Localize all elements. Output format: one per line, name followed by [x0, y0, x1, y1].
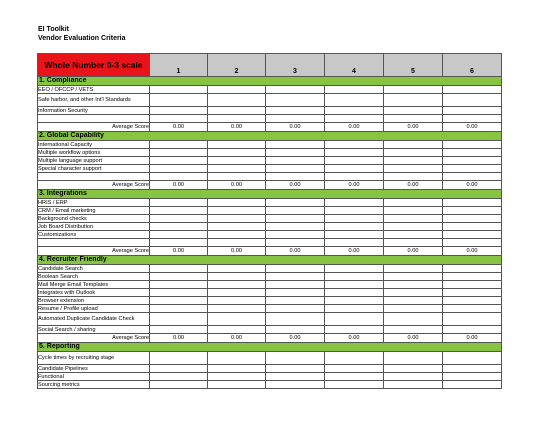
score-cell[interactable] — [325, 231, 384, 239]
score-cell[interactable] — [208, 215, 266, 223]
score-cell[interactable] — [208, 297, 266, 305]
average-row — [38, 181, 502, 190]
score-cell[interactable] — [150, 289, 208, 297]
criteria-label: CRM / Email marketing — [38, 207, 150, 215]
score-cell[interactable] — [266, 199, 325, 207]
blank-cell — [443, 239, 502, 247]
blank-cell — [266, 115, 325, 123]
score-cell[interactable] — [150, 86, 208, 94]
average-value: 0.00 — [266, 247, 325, 256]
score-cell[interactable] — [443, 326, 502, 334]
score-cell[interactable] — [325, 265, 384, 273]
average-value: 0.00 — [325, 181, 384, 190]
score-cell[interactable] — [266, 157, 325, 165]
score-cell[interactable] — [443, 381, 502, 389]
score-cell[interactable] — [208, 313, 266, 326]
score-cell[interactable] — [443, 165, 502, 173]
criteria-row — [38, 149, 502, 157]
score-cell[interactable] — [384, 381, 443, 389]
criteria-row — [38, 141, 502, 149]
score-cell[interactable] — [325, 381, 384, 389]
criteria-row — [38, 305, 502, 313]
header-row — [38, 54, 502, 77]
score-cell[interactable] — [266, 326, 325, 334]
blank-cell — [208, 115, 266, 123]
criteria-label: Candidate Search — [38, 265, 150, 273]
average-row — [38, 334, 502, 343]
average-label: Average Score — [38, 181, 150, 190]
score-cell[interactable] — [208, 223, 266, 231]
blank-cell — [38, 173, 150, 181]
score-cell[interactable] — [150, 297, 208, 305]
score-cell[interactable] — [266, 149, 325, 157]
criteria-row — [38, 373, 502, 381]
score-cell[interactable] — [266, 281, 325, 289]
score-cell[interactable] — [266, 381, 325, 389]
average-value: 0.00 — [266, 123, 325, 132]
score-cell[interactable] — [150, 207, 208, 215]
score-cell[interactable] — [443, 352, 502, 365]
score-cell[interactable] — [443, 373, 502, 381]
score-cell[interactable] — [208, 326, 266, 334]
score-cell[interactable] — [208, 281, 266, 289]
score-cell[interactable] — [443, 305, 502, 313]
vendor-column-header: 4 — [325, 54, 384, 77]
score-cell[interactable] — [325, 107, 384, 115]
average-value: 0.00 — [150, 247, 208, 256]
score-cell[interactable] — [208, 94, 266, 107]
score-cell[interactable] — [150, 199, 208, 207]
score-cell[interactable] — [325, 326, 384, 334]
score-cell[interactable] — [266, 107, 325, 115]
section-header-row — [38, 77, 502, 86]
criteria-label: Sourcing metrics — [38, 381, 150, 389]
criteria-label: Integrates with Outlook — [38, 289, 150, 297]
score-cell[interactable] — [266, 305, 325, 313]
score-cell[interactable] — [266, 207, 325, 215]
score-cell[interactable] — [266, 313, 325, 326]
score-cell[interactable] — [384, 94, 443, 107]
blank-cell — [384, 115, 443, 123]
score-cell[interactable] — [384, 297, 443, 305]
document-subtitle: Vendor Evaluation Criteria — [38, 35, 126, 42]
average-value: 0.00 — [443, 123, 502, 132]
average-label: Average Score — [38, 247, 150, 256]
blank-cell — [443, 173, 502, 181]
score-cell[interactable] — [443, 107, 502, 115]
average-value: 0.00 — [266, 334, 325, 343]
score-cell[interactable] — [384, 141, 443, 149]
criteria-row — [38, 326, 502, 334]
score-cell[interactable] — [150, 365, 208, 373]
score-cell[interactable] — [384, 165, 443, 173]
average-row — [38, 123, 502, 132]
section-header-row — [38, 132, 502, 141]
section-title: 2. Global Capability — [38, 132, 502, 141]
average-value: 0.00 — [150, 334, 208, 343]
score-cell[interactable] — [325, 313, 384, 326]
score-cell[interactable] — [443, 273, 502, 281]
score-cell[interactable] — [208, 165, 266, 173]
score-cell[interactable] — [443, 215, 502, 223]
score-cell[interactable] — [266, 273, 325, 281]
score-cell[interactable] — [325, 223, 384, 231]
score-cell[interactable] — [384, 289, 443, 297]
blank-cell — [266, 173, 325, 181]
score-cell[interactable] — [150, 305, 208, 313]
score-cell[interactable] — [325, 281, 384, 289]
average-value: 0.00 — [384, 334, 443, 343]
score-cell[interactable] — [325, 373, 384, 381]
score-cell[interactable] — [384, 313, 443, 326]
score-cell[interactable] — [150, 281, 208, 289]
score-cell[interactable] — [325, 165, 384, 173]
score-cell[interactable] — [325, 86, 384, 94]
average-row — [38, 247, 502, 256]
score-cell[interactable] — [266, 373, 325, 381]
average-value: 0.00 — [443, 334, 502, 343]
vendor-column-header: 5 — [384, 54, 443, 77]
criteria-label: EEO / OFCCP / VETS — [38, 86, 150, 94]
score-cell[interactable] — [384, 265, 443, 273]
score-cell[interactable] — [384, 107, 443, 115]
score-cell[interactable] — [208, 373, 266, 381]
criteria-label: Job Board Distribution — [38, 223, 150, 231]
score-cell[interactable] — [150, 157, 208, 165]
spacer-row — [38, 173, 502, 181]
score-cell[interactable] — [384, 199, 443, 207]
criteria-label: Boolean Search — [38, 273, 150, 281]
blank-cell — [38, 239, 150, 247]
score-cell[interactable] — [443, 281, 502, 289]
criteria-label: International Capacity — [38, 141, 150, 149]
score-cell[interactable] — [208, 107, 266, 115]
score-cell[interactable] — [208, 352, 266, 365]
section-header-row — [38, 190, 502, 199]
score-cell[interactable] — [325, 297, 384, 305]
score-cell[interactable] — [150, 223, 208, 231]
score-cell[interactable] — [208, 305, 266, 313]
document-title: EI Toolkit — [38, 26, 69, 33]
blank-cell — [208, 239, 266, 247]
score-cell[interactable] — [266, 165, 325, 173]
criteria-row — [38, 215, 502, 223]
vendor-column-header: 3 — [266, 54, 325, 77]
average-value: 0.00 — [384, 181, 443, 190]
score-cell[interactable] — [325, 352, 384, 365]
score-cell[interactable] — [384, 157, 443, 165]
score-cell[interactable] — [208, 289, 266, 297]
score-cell[interactable] — [266, 265, 325, 273]
score-cell[interactable] — [384, 223, 443, 231]
score-cell[interactable] — [443, 199, 502, 207]
average-value: 0.00 — [208, 247, 266, 256]
blank-cell — [384, 173, 443, 181]
criteria-row — [38, 289, 502, 297]
score-cell[interactable] — [443, 223, 502, 231]
criteria-row — [38, 273, 502, 281]
score-cell[interactable] — [384, 352, 443, 365]
average-value: 0.00 — [443, 247, 502, 256]
score-cell[interactable] — [150, 381, 208, 389]
criteria-row — [38, 107, 502, 115]
criteria-label: Browser extension — [38, 297, 150, 305]
score-cell[interactable] — [443, 365, 502, 373]
criteria-label: Background checks — [38, 215, 150, 223]
score-cell[interactable] — [266, 141, 325, 149]
score-cell[interactable] — [150, 165, 208, 173]
blank-cell — [443, 115, 502, 123]
section-title: 1. Compliance — [38, 77, 502, 86]
score-cell[interactable] — [325, 199, 384, 207]
criteria-row — [38, 207, 502, 215]
blank-cell — [150, 239, 208, 247]
score-cell[interactable] — [208, 86, 266, 94]
score-cell[interactable] — [384, 373, 443, 381]
blank-cell — [208, 173, 266, 181]
average-value: 0.00 — [266, 181, 325, 190]
average-value: 0.00 — [384, 123, 443, 132]
score-cell[interactable] — [150, 94, 208, 107]
criteria-row — [38, 352, 502, 365]
criteria-row — [38, 199, 502, 207]
score-cell[interactable] — [325, 289, 384, 297]
score-cell[interactable] — [443, 231, 502, 239]
criteria-label: Resume / Profile upload — [38, 305, 150, 313]
score-cell[interactable] — [150, 141, 208, 149]
criteria-row — [38, 281, 502, 289]
score-cell[interactable] — [325, 157, 384, 165]
score-cell[interactable] — [443, 313, 502, 326]
criteria-row — [38, 365, 502, 373]
score-cell[interactable] — [150, 313, 208, 326]
score-cell[interactable] — [325, 94, 384, 107]
criteria-label: Safe harbor, and other Int'l Standards — [38, 94, 150, 107]
score-cell[interactable] — [266, 223, 325, 231]
spacer-row — [38, 239, 502, 247]
score-cell[interactable] — [150, 149, 208, 157]
score-cell[interactable] — [150, 373, 208, 381]
score-cell[interactable] — [208, 207, 266, 215]
score-cell[interactable] — [384, 86, 443, 94]
average-label: Average Score — [38, 123, 150, 132]
blank-cell — [384, 239, 443, 247]
score-cell[interactable] — [150, 273, 208, 281]
criteria-row — [38, 86, 502, 94]
criteria-row — [38, 297, 502, 305]
criteria-label: Automated Duplicate Candidate Check — [38, 313, 150, 326]
blank-cell — [38, 115, 150, 123]
average-value: 0.00 — [208, 181, 266, 190]
score-cell[interactable] — [208, 149, 266, 157]
score-cell[interactable] — [266, 86, 325, 94]
score-cell[interactable] — [208, 231, 266, 239]
score-cell[interactable] — [325, 305, 384, 313]
criteria-row — [38, 381, 502, 389]
score-cell[interactable] — [384, 207, 443, 215]
score-cell[interactable] — [384, 365, 443, 373]
criteria-row — [38, 231, 502, 239]
score-cell[interactable] — [384, 149, 443, 157]
criteria-label: Functional — [38, 373, 150, 381]
score-cell[interactable] — [443, 149, 502, 157]
criteria-row — [38, 265, 502, 273]
blank-cell — [325, 115, 384, 123]
score-cell[interactable] — [208, 199, 266, 207]
score-cell[interactable] — [443, 86, 502, 94]
score-cell[interactable] — [208, 141, 266, 149]
average-value: 0.00 — [150, 123, 208, 132]
criteria-label: Multiple workflow options — [38, 149, 150, 157]
criteria-row — [38, 157, 502, 165]
blank-cell — [325, 239, 384, 247]
score-cell[interactable] — [443, 289, 502, 297]
criteria-label: Social Search / sharing — [38, 326, 150, 334]
score-cell[interactable] — [443, 157, 502, 165]
score-cell[interactable] — [443, 141, 502, 149]
average-value: 0.00 — [208, 334, 266, 343]
score-cell[interactable] — [266, 94, 325, 107]
score-cell[interactable] — [443, 297, 502, 305]
score-cell[interactable] — [150, 265, 208, 273]
blank-cell — [266, 239, 325, 247]
score-cell[interactable] — [266, 297, 325, 305]
score-cell[interactable] — [325, 207, 384, 215]
average-value: 0.00 — [208, 123, 266, 132]
criteria-label: Cycle times by recruiting stage — [38, 352, 150, 365]
score-cell[interactable] — [325, 149, 384, 157]
score-cell[interactable] — [150, 215, 208, 223]
criteria-label: Mail Merge Email Templates — [38, 281, 150, 289]
score-cell[interactable] — [150, 326, 208, 334]
score-cell[interactable] — [266, 215, 325, 223]
score-cell[interactable] — [150, 107, 208, 115]
score-cell[interactable] — [384, 305, 443, 313]
score-cell[interactable] — [384, 215, 443, 223]
score-cell[interactable] — [384, 231, 443, 239]
average-value: 0.00 — [325, 334, 384, 343]
criteria-row — [38, 313, 502, 326]
section-title: 5. Reporting — [38, 343, 502, 352]
average-value: 0.00 — [384, 247, 443, 256]
blank-cell — [150, 173, 208, 181]
score-cell[interactable] — [325, 141, 384, 149]
evaluation-table — [37, 53, 502, 389]
score-cell[interactable] — [208, 265, 266, 273]
criteria-label: Multiple language support — [38, 157, 150, 165]
criteria-label: HRIS / ERP — [38, 199, 150, 207]
score-cell[interactable] — [150, 352, 208, 365]
average-value: 0.00 — [150, 181, 208, 190]
vendor-column-header: 1 — [150, 54, 208, 77]
score-cell[interactable] — [266, 231, 325, 239]
score-cell[interactable] — [443, 94, 502, 107]
score-cell[interactable] — [266, 352, 325, 365]
section-title: 4. Recruiter Friendly — [38, 256, 502, 265]
score-cell[interactable] — [443, 207, 502, 215]
blank-cell — [325, 173, 384, 181]
criteria-label: Information Security — [38, 107, 150, 115]
criteria-row — [38, 223, 502, 231]
criteria-label: Candidate Pipelines — [38, 365, 150, 373]
score-cell[interactable] — [325, 215, 384, 223]
blank-cell — [150, 115, 208, 123]
criteria-label: Special character support — [38, 165, 150, 173]
criteria-label: Customizations — [38, 231, 150, 239]
score-cell[interactable] — [208, 157, 266, 165]
scale-header-cell: Whole Number 0-3 scale — [38, 54, 150, 77]
section-title: 3. Integrations — [38, 190, 502, 199]
criteria-row — [38, 94, 502, 107]
vendor-column-header: 2 — [208, 54, 266, 77]
average-value: 0.00 — [325, 247, 384, 256]
average-value: 0.00 — [443, 181, 502, 190]
section-header-row — [38, 343, 502, 352]
average-label: Average Score — [38, 334, 150, 343]
vendor-column-header: 6 — [443, 54, 502, 77]
score-cell[interactable] — [384, 326, 443, 334]
score-cell[interactable] — [150, 231, 208, 239]
score-cell[interactable] — [325, 365, 384, 373]
score-cell[interactable] — [443, 265, 502, 273]
score-cell[interactable] — [208, 381, 266, 389]
score-cell[interactable] — [208, 273, 266, 281]
section-header-row — [38, 256, 502, 265]
score-cell[interactable] — [325, 273, 384, 281]
score-cell[interactable] — [208, 365, 266, 373]
score-cell[interactable] — [384, 281, 443, 289]
score-cell[interactable] — [266, 365, 325, 373]
average-value: 0.00 — [325, 123, 384, 132]
spacer-row — [38, 115, 502, 123]
score-cell[interactable] — [384, 273, 443, 281]
criteria-row — [38, 165, 502, 173]
score-cell[interactable] — [266, 289, 325, 297]
